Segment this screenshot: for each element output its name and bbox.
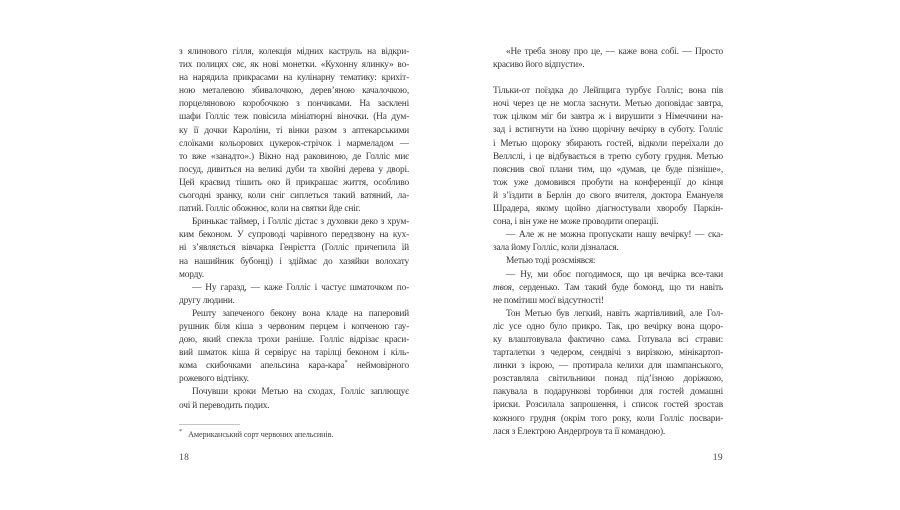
text-line: ною металевою збивалочкою, дерев’яною качалочкою,: [179, 86, 409, 97]
text-line: Цей краєвид тішить око й прикрашає життя, особливо: [179, 177, 409, 188]
text-line: порцеляновою коробочкою з пончиками. На засклені: [179, 99, 409, 110]
text-line: іриски. Розсилала запрошення, і список гостей зростав: [493, 400, 723, 411]
text-line: зала йому Голліс, коли дізналася.: [493, 243, 619, 254]
text-line: Метью тоді розсміявся:: [506, 256, 596, 267]
text-line: ночі через це не могла заснути. Метью доповідає завтра,: [493, 99, 723, 110]
text-line: морду.: [179, 269, 204, 280]
text-line: на нашийник бубонці) і здіймає до хазяйки волохату: [179, 256, 409, 267]
text-line: ліс усе одно було прикро. Так, цю вечірку вона щоро-: [493, 321, 723, 332]
footnote-ref-asterisk: *: [344, 360, 348, 367]
text-line: з ялинового гілля, колекція мідних каструль на відкри-: [179, 47, 409, 57]
text-line: — Ну гаразд, — каже Голліс і частує шматочком по-: [192, 282, 409, 293]
text-line: зад і встигнути на їхню щорічну вечірку в суботу. Голліс: [493, 125, 723, 136]
text-line: очі й переводить подих.: [179, 400, 270, 411]
text-line: шафи Голліс теж повісила мініатюрні віночки. (На дум-: [179, 112, 409, 123]
text-line: сона, і він уже не може проводити операції.: [493, 217, 659, 228]
paragraph: [493, 269, 723, 308]
footnote-divider: [179, 424, 240, 425]
paragraph: [493, 255, 723, 268]
right-page[interactable]: [493, 0, 723, 510]
right-page-text: [493, 46, 723, 439]
paragraph: [179, 46, 409, 216]
text-line: «Не треба знову про це, — каже вона собі. — Просто: [506, 47, 723, 57]
page-number-left: 18: [179, 453, 190, 463]
text-line: Решту запеченого бекону вона кладе на паперовий: [192, 308, 409, 319]
text-line: другу людини.: [179, 295, 235, 306]
left-page[interactable]: [179, 0, 409, 510]
text-line: Веллслі, і це відбувається в третю суботу грудня. Метью: [493, 151, 723, 162]
paragraph: [493, 46, 723, 72]
text-line: на нарядила прикрасами на кулінарну тематику: крихіт-: [179, 73, 409, 84]
paragraph: [493, 85, 723, 229]
text-line: Тон Метью був легкий, навіть жартівливий, але Гол-: [506, 308, 723, 319]
text-line: кожного грудня (окрім того року, коли Голліс посвари-: [493, 413, 723, 424]
paragraph: [179, 282, 409, 308]
footnote-text: Американський сорт червоних апельсинів.: [188, 430, 334, 439]
text-line: тож цілком міг би завтра ж і вирушити з Німеччини на-: [493, 112, 723, 123]
footnote-marker: *: [179, 428, 183, 436]
text-line: слоїками кольорових цукерок-стрічок і мармеладом —: [179, 138, 409, 149]
text-line: Тільки-от поїздка до Лейпцига турбує Голліс; вона пів: [493, 86, 723, 97]
paragraph: [179, 386, 409, 412]
text-line: рожевого відтінку.: [179, 374, 249, 385]
left-page-text: [179, 46, 409, 413]
paragraph: [493, 308, 723, 439]
text-line: вий шматок кіша й сервірує на тарілці беконом і кіль-: [179, 348, 409, 359]
text-line: тож уже домовився пробути на конференції до кінця: [493, 177, 723, 188]
text-line: линки з ікрою, — протирала келихи для шампанського,: [493, 361, 723, 372]
text-line: пакувала в подарункові торбинки для гостей домашні: [493, 387, 723, 398]
paragraph: [493, 229, 723, 255]
text-line: Бринькає таймер, і Голліс дістає з духовки деко з хрум-: [192, 217, 409, 228]
page-number-right: 19: [712, 453, 723, 463]
text-line: ку влаштовувала фактично сама. Готувала всі страви:: [493, 334, 723, 345]
text-line: ні з’являється вівчарка Генрієтта (Голліс причепила їй: [179, 243, 409, 254]
text-line: сьогодні зранку, коли сніг сиплеться такий ватяний, ла-: [179, 191, 409, 202]
text-line: кома скибочками апельсина кара-кара* неймовірного: [179, 360, 409, 372]
paragraph: [179, 216, 409, 281]
text-line: — Ну, ми обоє погодимося, що ця вечірка все-таки: [506, 269, 723, 280]
text-line: лася з Електрою Андерґроув та її командою).: [493, 426, 666, 437]
text-line: й з’їздити в Берлін до свого вчителя, доктора Емануеля: [493, 190, 723, 201]
text-line: розставляла світильники понад під’їзною доріжкою,: [493, 374, 723, 385]
text-line: ку її дочки Кароліни, ті вінки разом з аптекарськими: [179, 125, 409, 136]
text-line: дою, який спекла трохи раніше. Голліс відрізає краси-: [179, 335, 409, 346]
text-line: пояснив свої плани тим, що «думав, це буде пізніше»,: [493, 164, 723, 175]
text-line: Почувши кроки Метью на сходах, Голліс заплющує: [192, 387, 409, 398]
footnote: [179, 429, 409, 440]
text-line: і Метью щороку збирають гостей, відколи переїхали до: [493, 138, 723, 149]
text-line: ким беконом. У супроводі чарівного передзвону на кух-: [179, 230, 409, 241]
text-line: не помітиш моєї відсутності!: [493, 295, 604, 306]
text-line: — Але ж не можна пропускати нашу вечірку! — ска-: [506, 230, 723, 241]
text-line: рушник біля кіша з червоним перцем і копченою гау-: [179, 321, 409, 332]
paragraph: [179, 308, 409, 387]
text-line: красиво його відпусти».: [493, 60, 585, 71]
text-line: посуд, дивиться на великі дуби та хвойні дерева у дворі.: [179, 164, 409, 175]
text-line: твоя, серденько. Там такий буде бомонд, що ти навіть: [493, 282, 723, 293]
text-line: Шрадера, якому щойно діагностували хворобу Паркін-: [493, 204, 723, 215]
text-line: то вже «занадто».) Вікно над раковиною, де Голліс миє: [179, 151, 409, 162]
text-line: тарталетки з чедером, сендвічі з вирізкою, мінікартоп-: [493, 348, 723, 359]
text-line: тих полицях сяє, як нові монетки. «Кухонну ялинку» во-: [179, 60, 409, 71]
text-line: патий. Голліс обожнює, коли на святки йде сніг.: [179, 204, 361, 215]
